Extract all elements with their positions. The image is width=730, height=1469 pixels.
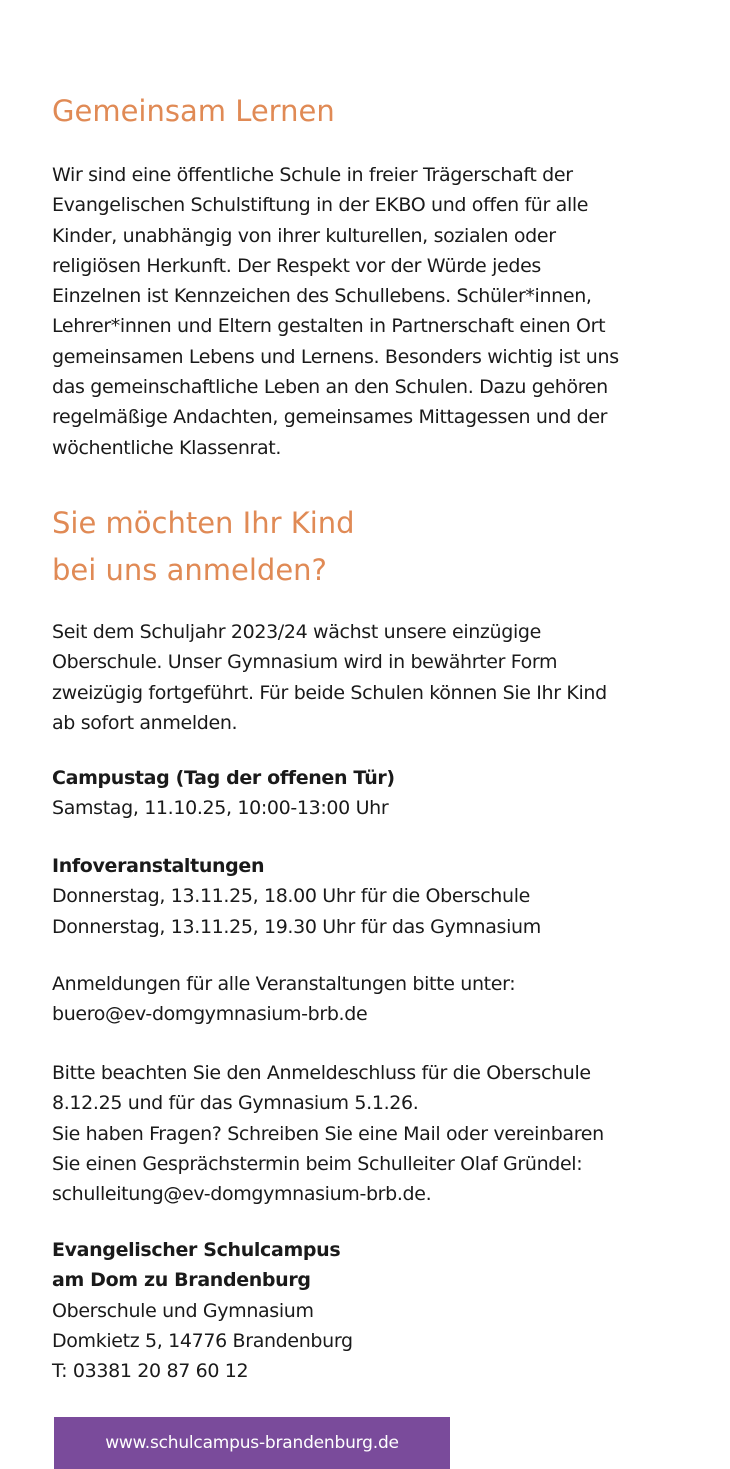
- intro-paragraph: [52, 160, 619, 463]
- info-event-oberschule: Donnerstag, 13.11.25, 18.00 Uhr für die Oberschule: [52, 885, 530, 908]
- phone-number: T: 03381 20 87 60 12: [52, 1360, 249, 1383]
- school-types: Oberschule und Gymnasium: [52, 1299, 314, 1322]
- intro-line: Wir sind eine öffentliche Schule in freier Trägerschaft der: [52, 164, 573, 186]
- campustag-title: Campustag (Tag der offenen Tür): [52, 767, 395, 789]
- intro-line: Evangelischen Schulstiftung in der EKBO und offen für alle: [52, 194, 589, 217]
- intro-line: regelmäßige Andachten, gemeinsames Mittagessen und der: [52, 406, 608, 429]
- office-email-link[interactable]: buero@ev-domgymnasium-brb.de: [52, 1003, 368, 1026]
- deadline-notice-block: [52, 1058, 604, 1209]
- info-events-block: [52, 851, 541, 942]
- notice-line: 8.12.25 und für das Gymnasium 5.1.26.: [52, 1092, 419, 1115]
- registration-text: Anmeldungen für alle Veranstaltungen bitte unter:: [52, 973, 516, 995]
- school-name-line2: am Dom zu Brandenburg: [52, 1269, 311, 1292]
- heading-line: Sie möchten Ihr Kind: [52, 506, 355, 540]
- intro-line: gemeinsamen Lebens und Lernens. Besonders wichtig ist uns: [52, 345, 619, 368]
- campustag-date: Samstag, 11.10.25, 10:00-13:00 Uhr: [52, 797, 389, 820]
- school-name-line1: Evangelischer Schulcampus: [52, 1239, 341, 1261]
- section-heading-gemeinsam-lernen: Gemeinsam Lernen: [52, 94, 335, 128]
- section-heading-anmelden: [52, 500, 355, 594]
- address-block: [52, 1235, 353, 1386]
- notice-line: Sie haben Fragen? Schreiben Sie eine Mail oder vereinbaren: [52, 1122, 604, 1145]
- registration-intro-line: Oberschule. Unser Gymnasium wird in bewährter Form: [52, 651, 558, 674]
- registration-intro-line: zweizügig fortgeführt. Für beide Schulen können Sie Ihr Kind: [52, 681, 607, 704]
- notice-line: Sie einen Gesprächstermin beim Schulleiter Olaf Gründel:: [52, 1152, 583, 1175]
- street-address: Domkietz 5, 14776 Brandenburg: [52, 1329, 353, 1352]
- website-banner[interactable]: [54, 1417, 450, 1469]
- intro-line: Einzelnen ist Kennzeichen des Schullebens. Schüler*innen,: [52, 285, 592, 308]
- intro-line: wöchentliche Klassenrat.: [52, 436, 282, 459]
- website-url[interactable]: www.schulcampus-brandenburg.de: [105, 1433, 399, 1453]
- registration-intro-line: Seit dem Schuljahr 2023/24 wächst unsere einzügige: [52, 621, 541, 643]
- registration-intro-paragraph: [52, 617, 607, 738]
- intro-line: religiösen Herkunft. Der Respekt vor der Würde jedes: [52, 254, 541, 277]
- registration-contact-block: [52, 969, 515, 1030]
- intro-line: Kinder, unabhängig von ihrer kulturellen, sozialen oder: [52, 224, 556, 247]
- info-event-gymnasium: Donnerstag, 13.11.25, 19.30 Uhr für das Gymnasium: [52, 915, 541, 938]
- campustag-block: [52, 763, 395, 824]
- heading-line: bei uns anmelden?: [52, 553, 327, 587]
- registration-intro-line: ab sofort anmelden.: [52, 711, 238, 734]
- intro-line: das gemeinschaftliche Leben an den Schulen. Dazu gehören: [52, 376, 608, 399]
- info-events-title: Infoveranstaltungen: [52, 855, 265, 877]
- notice-line: Bitte beachten Sie den Anmeldeschluss für die Oberschule: [52, 1062, 591, 1084]
- intro-line: Lehrer*innen und Eltern gestalten in Partnerschaft einen Ort: [52, 315, 606, 338]
- principal-email-link[interactable]: schulleitung@ev-domgymnasium-brb.de.: [52, 1183, 432, 1206]
